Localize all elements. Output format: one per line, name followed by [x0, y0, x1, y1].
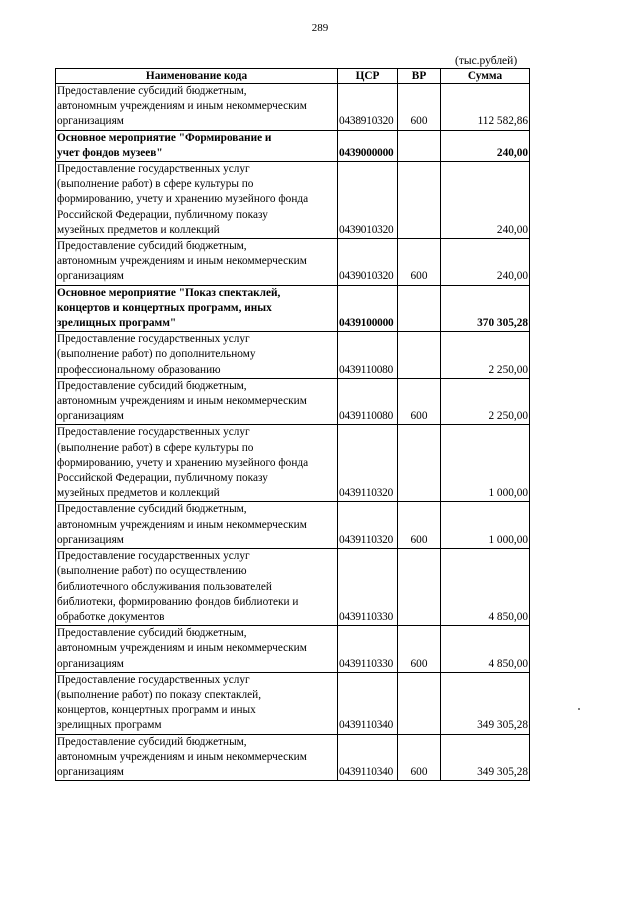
row-vr-cell [398, 549, 441, 626]
row-sum-cell: 4 850,00 [441, 626, 530, 673]
row-name-cell: Предоставление субсидий бюджетным, автономным учреждениям и иным некоммерческим организациям [56, 378, 338, 425]
table-row [56, 378, 530, 425]
row-vr-cell [398, 285, 441, 332]
table-row [56, 425, 530, 502]
table-body [56, 84, 530, 781]
row-sum-cell: 1 000,00 [441, 502, 530, 549]
header-csr: ЦСР [338, 69, 398, 84]
table-row [56, 285, 530, 332]
row-sum-cell: 370 305,28 [441, 285, 530, 332]
row-sum-cell: 240,00 [441, 130, 530, 161]
row-name-cell: Предоставление государственных услуг (выполнение работ) в сфере культуры по формированию, учету и хранению музейного фонда Российской Федерации, публичному показу музейных предметов и коллекций [56, 425, 338, 502]
row-csr-cell: 0439110320 [338, 502, 398, 549]
row-sum-cell: 240,00 [441, 239, 530, 286]
row-vr-cell [398, 332, 441, 379]
table-row [56, 84, 530, 131]
row-csr-cell: 0439000000 [338, 130, 398, 161]
header-name: Наименование кода [56, 69, 338, 84]
table-row [56, 549, 530, 626]
table-row [56, 130, 530, 161]
page-number: 289 [311, 22, 329, 34]
row-name-cell: Предоставление государственных услуг (выполнение работ) по осуществлению библиотечного обслуживания пользователей библиотеки, формированию фондов библиотеки и обработке документов [56, 549, 338, 626]
row-csr-cell: 0439010320 [338, 239, 398, 286]
row-vr-cell [398, 162, 441, 239]
row-csr-cell: 0439100000 [338, 285, 398, 332]
row-name-cell: Предоставление субсидий бюджетным, автономным учреждениям и иным некоммерческим организациям [56, 626, 338, 673]
table-row [56, 734, 530, 781]
row-vr-cell: 600 [398, 626, 441, 673]
row-csr-cell: 0439110080 [338, 378, 398, 425]
scan-dot [578, 708, 580, 710]
row-csr-cell: 0439110330 [338, 626, 398, 673]
row-csr-cell: 0439110340 [338, 672, 398, 734]
row-name-cell: Предоставление государственных услуг (выполнение работ) по показу спектаклей, концертов, концертных программ и иных зрелищных программ [56, 672, 338, 734]
row-vr-cell: 600 [398, 734, 441, 781]
row-name-cell: Предоставление субсидий бюджетным, автономным учреждениям и иным некоммерческим организациям [56, 239, 338, 286]
row-csr-cell: 0439110320 [338, 425, 398, 502]
header-sum: Сумма [441, 69, 530, 84]
row-csr-cell: 0439010320 [338, 162, 398, 239]
header-vr: ВР [398, 69, 441, 84]
row-vr-cell [398, 130, 441, 161]
row-vr-cell: 600 [398, 378, 441, 425]
row-name-cell: Предоставление субсидий бюджетным, автономным учреждениям и иным некоммерческим организациям [56, 734, 338, 781]
row-vr-cell [398, 672, 441, 734]
row-sum-cell: 4 850,00 [441, 549, 530, 626]
row-sum-cell: 2 250,00 [441, 332, 530, 379]
row-csr-cell: 0439110340 [338, 734, 398, 781]
units-label: (тыс.рублей) [455, 55, 518, 67]
row-sum-cell: 240,00 [441, 162, 530, 239]
table-row [56, 332, 530, 379]
row-name-cell: Основное мероприятие "Показ спектаклей, концертов и концертных программ, иных зрелищных программ" [56, 285, 338, 332]
table-row [56, 672, 530, 734]
table-row [56, 239, 530, 286]
row-csr-cell: 0438910320 [338, 84, 398, 131]
row-vr-cell [398, 425, 441, 502]
table-row [56, 162, 530, 239]
row-sum-cell: 2 250,00 [441, 378, 530, 425]
row-sum-cell: 349 305,28 [441, 734, 530, 781]
table-header-row [56, 69, 530, 84]
row-csr-cell: 0439110080 [338, 332, 398, 379]
table-row [56, 626, 530, 673]
row-vr-cell: 600 [398, 84, 441, 131]
row-sum-cell: 349 305,28 [441, 672, 530, 734]
row-vr-cell: 600 [398, 502, 441, 549]
row-csr-cell: 0439110330 [338, 549, 398, 626]
row-vr-cell: 600 [398, 239, 441, 286]
row-name-cell: Предоставление субсидий бюджетным, автономным учреждениям и иным некоммерческим организациям [56, 84, 338, 131]
row-name-cell: Предоставление государственных услуг (выполнение работ) в сфере культуры по формированию, учету и хранению музейного фонда Российской Федерации, публичному показу музейных предметов и коллекций [56, 162, 338, 239]
row-name-cell: Предоставление государственных услуг (выполнение работ) по дополнительному профессиональному образованию [56, 332, 338, 379]
row-sum-cell: 1 000,00 [441, 425, 530, 502]
row-name-cell: Предоставление субсидий бюджетным, автономным учреждениям и иным некоммерческим организациям [56, 502, 338, 549]
budget-table [55, 68, 530, 781]
row-name-cell: Основное мероприятие "Формирование и учет фондов музеев" [56, 130, 338, 161]
row-sum-cell: 112 582,86 [441, 84, 530, 131]
table-row [56, 502, 530, 549]
